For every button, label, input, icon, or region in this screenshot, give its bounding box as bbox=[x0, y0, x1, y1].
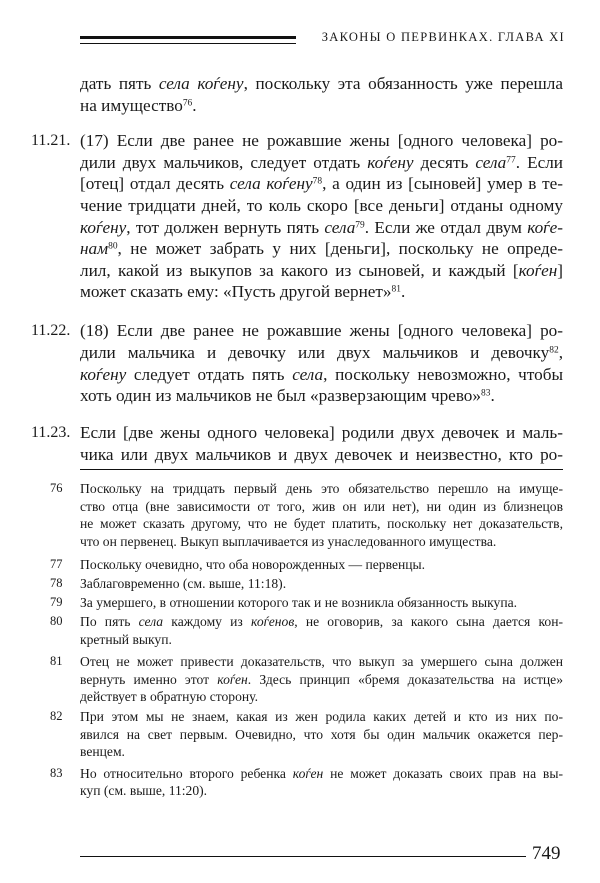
text-run: не может сказать другому, что не будет платить, поскольку нет доказательств, bbox=[80, 516, 563, 531]
text-line bbox=[80, 173, 563, 194]
text-run: куп (см. выше, 11:20). bbox=[80, 783, 208, 798]
text-line bbox=[80, 653, 563, 670]
paragraph-number: 11.21. bbox=[31, 132, 71, 149]
text-run: Заблаговременно (см. выше, 11:18). bbox=[80, 576, 287, 591]
footnote-separator bbox=[80, 469, 563, 470]
text-line bbox=[80, 498, 563, 515]
text-line bbox=[80, 708, 563, 725]
text-line bbox=[80, 152, 563, 173]
text-run: кретный выкуп. bbox=[80, 632, 172, 647]
text-line bbox=[80, 671, 563, 688]
text-run: По пять bbox=[80, 614, 139, 629]
text-run: лил, какой из выкупов за какого из сыновей, и каждый [ bbox=[80, 261, 519, 280]
text-run: ство отца (вне зависимости от того, жив он или нет), ни один из близнецов bbox=[80, 499, 563, 514]
italic-term: коѓенов bbox=[250, 614, 295, 629]
italic-term: села bbox=[324, 218, 356, 237]
footnote-ref: 76 bbox=[182, 98, 193, 109]
footnote-number: 78 bbox=[50, 576, 63, 590]
text-run: каждому из bbox=[163, 614, 251, 629]
text-line bbox=[80, 238, 563, 259]
text-line bbox=[80, 95, 563, 116]
italic-term: коѓе- bbox=[527, 218, 563, 237]
text-line bbox=[80, 385, 563, 406]
text-run: чика или двух мальчиков и двух девочек и неизвестно, кто ро- bbox=[80, 445, 563, 464]
text-line bbox=[80, 342, 563, 363]
italic-term: села коѓену bbox=[158, 74, 244, 93]
text-run: ] bbox=[557, 261, 563, 280]
text-line bbox=[80, 782, 563, 799]
text-line bbox=[80, 130, 563, 151]
text-run: [отец] отдал десять bbox=[80, 174, 230, 193]
text-line bbox=[80, 444, 563, 465]
text-run: десять bbox=[413, 153, 476, 172]
text-line bbox=[80, 594, 563, 611]
text-run: , тот должен вернуть пять bbox=[126, 218, 325, 237]
text-run: . Если bbox=[515, 153, 564, 172]
italic-term: села bbox=[292, 365, 324, 384]
text-run: Поскольку очевидно, что оба новорожденных — первенцы. bbox=[80, 557, 426, 572]
footnote-number: 77 bbox=[50, 557, 63, 571]
text-line bbox=[80, 480, 563, 497]
footnote-number: 80 bbox=[50, 614, 63, 628]
text-run: Если [две жены одного человека] родили двух девочек и маль- bbox=[80, 423, 563, 442]
text-run: . bbox=[400, 282, 406, 301]
italic-term: коѓену bbox=[80, 365, 127, 384]
text-line bbox=[80, 726, 563, 743]
text-run: Но относительно второго ребенка bbox=[80, 766, 293, 781]
footnote-number: 82 bbox=[50, 709, 63, 723]
footnote-ref: 82 bbox=[549, 345, 559, 356]
text-run: Отец не может привести доказательств, что выкуп за умершего сына должен bbox=[80, 654, 563, 669]
text-line bbox=[80, 688, 563, 705]
text-run: на имущество bbox=[80, 96, 183, 115]
running-title: ЗАКОНЫ О ПЕРВИНКАХ. ГЛАВА XI bbox=[321, 30, 565, 44]
text-line bbox=[80, 364, 563, 385]
text-run: , а один из [сыновей] умер в те- bbox=[322, 174, 563, 193]
text-run: дать пять bbox=[80, 74, 159, 93]
text-run: . bbox=[490, 386, 495, 405]
text-run: , не оговорив, за какого сына дается кон- bbox=[294, 614, 563, 629]
text-run: действует в обратную сторону. bbox=[80, 689, 259, 704]
italic-term: нам bbox=[80, 239, 109, 258]
text-run: не может доказать своих прав на вы- bbox=[323, 766, 564, 781]
footnote-ref: 83 bbox=[481, 388, 491, 399]
text-run: следует отдать пять bbox=[126, 365, 293, 384]
text-line bbox=[80, 281, 563, 302]
text-line bbox=[80, 217, 563, 238]
text-line bbox=[80, 613, 563, 630]
text-line bbox=[80, 73, 563, 94]
text-run: дили мальчика и девочку или двух мальчиков и девочку bbox=[80, 343, 550, 362]
header-rule bbox=[80, 36, 296, 44]
italic-term: села коѓену bbox=[229, 174, 313, 193]
footnote-number: 83 bbox=[50, 766, 63, 780]
text-line bbox=[80, 556, 563, 573]
text-line bbox=[80, 533, 563, 550]
footnote-ref: 80 bbox=[108, 241, 118, 252]
italic-term: села bbox=[138, 614, 164, 629]
footnote-number: 76 bbox=[50, 481, 63, 495]
footnote-ref: 78 bbox=[312, 176, 323, 187]
text-run: , не может забрать у них [деньги], поскольку не опреде- bbox=[117, 239, 563, 258]
text-run: что он первенец. Выкуп выплачивается из унаследованного имущества. bbox=[80, 534, 497, 549]
footer-rule bbox=[80, 856, 526, 857]
text-run: вернуть именно этот bbox=[80, 672, 218, 687]
text-line bbox=[80, 422, 563, 443]
text-line bbox=[80, 260, 563, 281]
paragraph-number: 11.23. bbox=[31, 424, 71, 441]
footnote-number: 79 bbox=[50, 595, 63, 609]
text-run: венцем. bbox=[80, 744, 125, 759]
text-line bbox=[80, 575, 563, 592]
text-run: За умершего, в отношении которого так и не возникла обязанность выкупа. bbox=[80, 595, 518, 610]
text-run: , bbox=[558, 343, 563, 362]
text-run: . Если же отдал двум bbox=[364, 218, 528, 237]
text-run: . bbox=[192, 96, 197, 115]
italic-term: села bbox=[475, 153, 507, 172]
text-run: дили двух мальчиков, следует отдать bbox=[80, 153, 368, 172]
text-run: Поскольку на тридцать первый день это обязательство перешло на имуще- bbox=[80, 481, 563, 496]
text-run: (17) Если две ранее не рожавшие жены [одного человека] ро- bbox=[80, 131, 563, 150]
text-line bbox=[80, 631, 563, 648]
text-run: (18) Если две ранее не рожавшие жены [одного человека] ро- bbox=[80, 321, 563, 340]
italic-term: коѓену bbox=[367, 153, 414, 172]
text-line bbox=[80, 765, 563, 782]
page-number: 749 bbox=[532, 843, 561, 864]
text-line bbox=[80, 743, 563, 760]
text-run: может сказать ему: «Пусть другой вернет» bbox=[80, 282, 392, 301]
paragraph-number: 11.22. bbox=[31, 322, 71, 339]
text-run: При этом мы не знаем, какая из жен родила каких детей и кто из них по- bbox=[80, 709, 563, 724]
text-run: , поскольку невозможно, чтобы bbox=[323, 365, 563, 384]
footnote-ref: 79 bbox=[355, 220, 365, 231]
text-line bbox=[80, 320, 563, 341]
text-line bbox=[80, 195, 563, 216]
italic-term: коѓен bbox=[292, 766, 324, 781]
italic-term: коѓен bbox=[217, 672, 248, 687]
text-run: , поскольку эта обязанность уже перешла bbox=[243, 74, 563, 93]
footnote-ref: 77 bbox=[506, 155, 516, 166]
text-run: хоть один из мальчиков не был «разверзающим чрево» bbox=[80, 386, 481, 405]
footnote-ref: 81 bbox=[391, 284, 401, 295]
text-run: чение тридцати дней, то коль скоро [все деньги] отданы одному bbox=[80, 196, 563, 215]
text-line bbox=[80, 515, 563, 532]
text-run: . Здесь принцип «бремя доказательства на истце» bbox=[247, 672, 563, 687]
footnote-number: 81 bbox=[50, 654, 63, 668]
text-run: явился на свет первым. Очевидно, что хотя бы один мальчик окажется пер- bbox=[80, 727, 563, 742]
italic-term: коѓену bbox=[80, 218, 127, 237]
italic-term: коѓен bbox=[518, 261, 558, 280]
